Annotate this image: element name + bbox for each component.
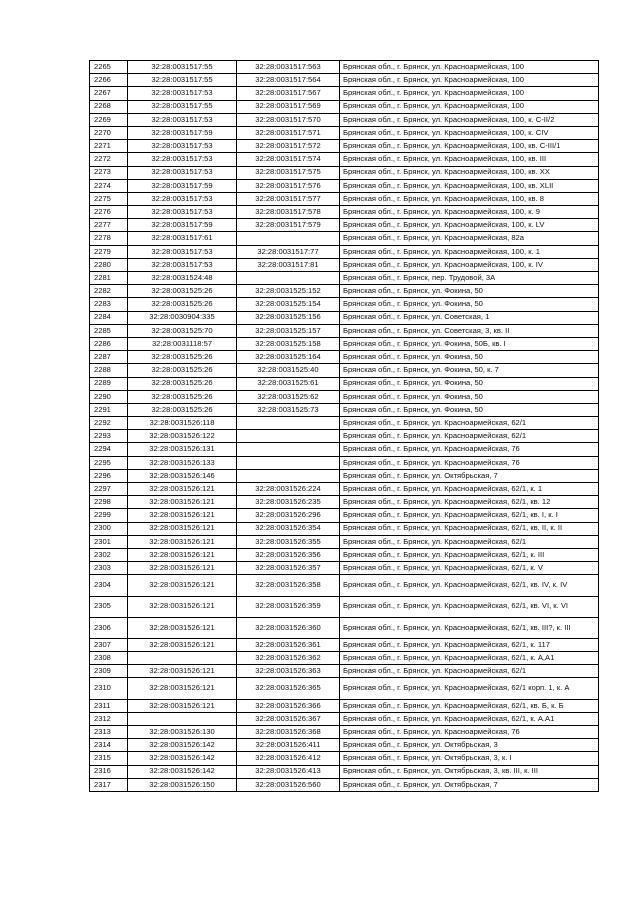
- row-number-cell: 2283: [90, 298, 128, 311]
- object-number-cell: 32:28:0031525:157: [237, 324, 340, 337]
- table-row: [90, 126, 599, 139]
- row-number-cell: 2291: [90, 403, 128, 416]
- address-cell: Брянская обл., г. Брянск, ул. Красноармейская, 62/1: [340, 665, 599, 678]
- table-row: [90, 364, 599, 377]
- address-cell: Брянская обл., г. Брянск, ул. Красноармейская, 62/1, к. А.А1: [340, 712, 599, 725]
- object-number-cell: 32:28:0031526:362: [237, 652, 340, 665]
- table-row: [90, 522, 599, 535]
- parcel-number-cell: 32:28:0031525:26: [128, 377, 237, 390]
- address-cell: Брянская обл., г. Брянск, ул. Красноармейская, 100, кв. 8: [340, 192, 599, 205]
- parcel-number-cell: 32:28:0031524:48: [128, 272, 237, 285]
- address-cell: Брянская обл., г. Брянск, ул. Октябрьская, 3: [340, 739, 599, 752]
- parcel-number-cell: 32:28:0030904:335: [128, 311, 237, 324]
- table-row: [90, 739, 599, 752]
- object-number-cell: 32:28:0031517:81: [237, 258, 340, 271]
- address-cell: Брянская обл., г. Брянск, ул. Красноармейская, 100, к. IV: [340, 258, 599, 271]
- object-number-cell: [237, 417, 340, 430]
- address-cell: Брянская обл., г. Брянск, ул. Фокина, 50: [340, 377, 599, 390]
- row-number-cell: 2294: [90, 443, 128, 456]
- object-number-cell: 32:28:0031517:576: [237, 179, 340, 192]
- address-cell: Брянская обл., г. Брянск, ул. Красноармейская, 62/1, к. III: [340, 548, 599, 561]
- table-row: [90, 430, 599, 443]
- parcel-number-cell: 32:28:0031517:53: [128, 140, 237, 153]
- address-cell: Брянская обл., г. Брянск, ул. Красноармейская, 100, к. С-II/2: [340, 113, 599, 126]
- parcel-number-cell: 32:28:0031526:121: [128, 678, 237, 699]
- row-number-cell: 2303: [90, 562, 128, 575]
- address-cell: Брянская обл., г. Брянск, ул. Красноармейская, 62/1, кв. III?, к. III: [340, 617, 599, 638]
- parcel-number-cell: 32:28:0031526:121: [128, 638, 237, 651]
- address-cell: Брянская обл., г. Брянск, ул. Красноармейская, 100: [340, 61, 599, 74]
- object-number-cell: 32:28:0031525:154: [237, 298, 340, 311]
- table-row: [90, 638, 599, 651]
- address-cell: Брянская обл., г. Брянск, ул. Фокина, 50Б, кв. I: [340, 337, 599, 350]
- parcel-table-body: [90, 61, 599, 792]
- row-number-cell: 2309: [90, 665, 128, 678]
- row-number-cell: 2301: [90, 535, 128, 548]
- row-number-cell: 2269: [90, 113, 128, 126]
- row-number-cell: 2302: [90, 548, 128, 561]
- object-number-cell: 32:28:0031525:158: [237, 337, 340, 350]
- address-cell: Брянская обл., г. Брянск, ул. Красноармейская, 62/1: [340, 417, 599, 430]
- parcel-number-cell: 32:28:0031526:121: [128, 548, 237, 561]
- row-number-cell: 2297: [90, 483, 128, 496]
- row-number-cell: 2314: [90, 739, 128, 752]
- parcel-number-cell: 32:28:0031526:121: [128, 496, 237, 509]
- row-number-cell: 2296: [90, 469, 128, 482]
- parcel-number-cell: 32:28:0031517:53: [128, 192, 237, 205]
- object-number-cell: 32:28:0031526:224: [237, 483, 340, 496]
- parcel-number-cell: 32:28:0031517:53: [128, 153, 237, 166]
- table-row: [90, 206, 599, 219]
- address-cell: Брянская обл., г. Брянск, ул. Октябрьская, 3, к. I: [340, 752, 599, 765]
- object-number-cell: 32:28:0031525:73: [237, 403, 340, 416]
- address-cell: Брянская обл., г. Брянск, ул. Фокина, 50: [340, 285, 599, 298]
- address-cell: Брянская обл., г. Брянск, ул. Красноармейская, 100: [340, 100, 599, 113]
- parcel-number-cell: 32:28:0031525:26: [128, 364, 237, 377]
- parcel-number-cell: 32:28:0031526:150: [128, 778, 237, 791]
- table-row: [90, 377, 599, 390]
- object-number-cell: 32:28:0031526:365: [237, 678, 340, 699]
- object-number-cell: 32:28:0031517:574: [237, 153, 340, 166]
- object-number-cell: 32:28:0031526:361: [237, 638, 340, 651]
- object-number-cell: 32:28:0031517:563: [237, 61, 340, 74]
- table-row: [90, 778, 599, 791]
- table-row: [90, 87, 599, 100]
- parcel-number-cell: 32:28:0031526:118: [128, 417, 237, 430]
- address-cell: Брянская обл., г. Брянск, ул. Красноармейская, 100, к. 1: [340, 245, 599, 258]
- row-number-cell: 2276: [90, 206, 128, 219]
- row-number-cell: 2310: [90, 678, 128, 699]
- table-row: [90, 100, 599, 113]
- parcel-number-cell: 32:28:0031526:142: [128, 752, 237, 765]
- row-number-cell: 2307: [90, 638, 128, 651]
- table-row: [90, 726, 599, 739]
- parcel-number-cell: 32:28:0031525:26: [128, 298, 237, 311]
- parcel-number-cell: 32:28:0031517:53: [128, 87, 237, 100]
- row-number-cell: 2293: [90, 430, 128, 443]
- object-number-cell: 32:28:0031526:235: [237, 496, 340, 509]
- parcel-number-cell: 32:28:0031526:142: [128, 739, 237, 752]
- row-number-cell: 2266: [90, 74, 128, 87]
- table-row: [90, 140, 599, 153]
- parcel-number-cell: 32:28:0031517:53: [128, 206, 237, 219]
- parcel-number-cell: 32:28:0031517:55: [128, 61, 237, 74]
- parcel-number-cell: 32:28:0031526:121: [128, 617, 237, 638]
- object-number-cell: 32:28:0031526:354: [237, 522, 340, 535]
- row-number-cell: 2275: [90, 192, 128, 205]
- address-cell: Брянская обл., г. Брянск, ул. Красноармейская, 62/1, кв. 12: [340, 496, 599, 509]
- row-number-cell: 2279: [90, 245, 128, 258]
- row-number-cell: 2306: [90, 617, 128, 638]
- table-row: [90, 403, 599, 416]
- parcel-number-cell: 32:28:0031525:26: [128, 390, 237, 403]
- table-row: [90, 496, 599, 509]
- object-number-cell: [237, 443, 340, 456]
- parcel-number-cell: [128, 712, 237, 725]
- address-cell: Брянская обл., г. Брянск, ул. Красноармейская, 62/1, кв. II, к. II: [340, 522, 599, 535]
- table-row: [90, 752, 599, 765]
- parcel-number-cell: 32:28:0031526:121: [128, 509, 237, 522]
- parcel-number-cell: 32:28:0031526:130: [128, 726, 237, 739]
- object-number-cell: [237, 469, 340, 482]
- object-number-cell: 32:28:0031526:360: [237, 617, 340, 638]
- table-row: [90, 575, 599, 596]
- table-row: [90, 678, 599, 699]
- row-number-cell: 2289: [90, 377, 128, 390]
- parcel-number-cell: 32:28:0031526:121: [128, 596, 237, 617]
- object-number-cell: 32:28:0031525:40: [237, 364, 340, 377]
- address-cell: Брянская обл., г. Брянск, ул. Красноармейская, 62/1, к. 1: [340, 483, 599, 496]
- object-number-cell: [237, 430, 340, 443]
- parcel-number-cell: 32:28:0031517:59: [128, 219, 237, 232]
- address-cell: Брянская обл., г. Брянск, ул. Красноармейская, 62/1, кв. I, к. I: [340, 509, 599, 522]
- row-number-cell: 2313: [90, 726, 128, 739]
- row-number-cell: 2305: [90, 596, 128, 617]
- table-row: [90, 548, 599, 561]
- address-cell: Брянская обл., г. Брянск, ул. Октябрьская, 7: [340, 469, 599, 482]
- parcel-number-cell: 32:28:0031517:59: [128, 179, 237, 192]
- row-number-cell: 2288: [90, 364, 128, 377]
- address-cell: Брянская обл., г. Брянск, ул. Красноармейская, 100: [340, 74, 599, 87]
- parcel-number-cell: 32:28:0031526:142: [128, 765, 237, 778]
- table-row: [90, 219, 599, 232]
- row-number-cell: 2277: [90, 219, 128, 232]
- object-number-cell: 32:28:0031517:564: [237, 74, 340, 87]
- object-number-cell: 32:28:0031526:366: [237, 699, 340, 712]
- parcel-number-cell: 32:28:0031525:26: [128, 403, 237, 416]
- row-number-cell: 2299: [90, 509, 128, 522]
- object-number-cell: 32:28:0031517:577: [237, 192, 340, 205]
- parcel-number-cell: 32:28:0031526:133: [128, 456, 237, 469]
- address-cell: Брянская обл., г. Брянск, ул. Красноармейская, 76: [340, 443, 599, 456]
- object-number-cell: 32:28:0031526:357: [237, 562, 340, 575]
- row-number-cell: 2300: [90, 522, 128, 535]
- object-number-cell: 32:28:0031526:356: [237, 548, 340, 561]
- row-number-cell: 2267: [90, 87, 128, 100]
- row-number-cell: 2284: [90, 311, 128, 324]
- address-cell: Брянская обл., г. Брянск, ул. Красноармейская, 100: [340, 87, 599, 100]
- object-number-cell: 32:28:0031526:363: [237, 665, 340, 678]
- table-row: [90, 245, 599, 258]
- object-number-cell: 32:28:0031526:560: [237, 778, 340, 791]
- table-row: [90, 617, 599, 638]
- row-number-cell: 2304: [90, 575, 128, 596]
- table-row: [90, 665, 599, 678]
- object-number-cell: 32:28:0031517:572: [237, 140, 340, 153]
- address-cell: Брянская обл., г. Брянск, ул. Фокина, 50: [340, 403, 599, 416]
- address-cell: Брянская обл., г. Брянск, ул. Красноармейская, 100, к. CIV: [340, 126, 599, 139]
- row-number-cell: 2290: [90, 390, 128, 403]
- table-row: [90, 166, 599, 179]
- table-row: [90, 652, 599, 665]
- object-number-cell: 32:28:0031526:367: [237, 712, 340, 725]
- table-row: [90, 113, 599, 126]
- address-cell: Брянская обл., г. Брянск, ул. Красноармейская, 62/1: [340, 535, 599, 548]
- object-number-cell: 32:28:0031526:413: [237, 765, 340, 778]
- object-number-cell: 32:28:0031525:156: [237, 311, 340, 324]
- address-cell: Брянская обл., г. Брянск, ул. Фокина, 50, к. 7: [340, 364, 599, 377]
- address-cell: Брянская обл., г. Брянск, ул. Красноармейская, 62/1, кв. IV, к. IV: [340, 575, 599, 596]
- row-number-cell: 2271: [90, 140, 128, 153]
- table-row: [90, 417, 599, 430]
- parcel-number-cell: 32:28:0031526:121: [128, 699, 237, 712]
- address-cell: Брянская обл., г. Брянск, ул. Красноармейская, 100, кв. XLII: [340, 179, 599, 192]
- table-row: [90, 272, 599, 285]
- table-row: [90, 153, 599, 166]
- table-row: [90, 443, 599, 456]
- object-number-cell: 32:28:0031517:571: [237, 126, 340, 139]
- table-row: [90, 337, 599, 350]
- parcel-number-cell: 32:28:0031517:55: [128, 100, 237, 113]
- table-row: [90, 469, 599, 482]
- row-number-cell: 2311: [90, 699, 128, 712]
- object-number-cell: [237, 456, 340, 469]
- row-number-cell: 2312: [90, 712, 128, 725]
- row-number-cell: 2316: [90, 765, 128, 778]
- row-number-cell: 2270: [90, 126, 128, 139]
- object-number-cell: [237, 232, 340, 245]
- row-number-cell: 2298: [90, 496, 128, 509]
- parcel-number-cell: 32:28:0031526:121: [128, 665, 237, 678]
- table-row: [90, 390, 599, 403]
- object-number-cell: 32:28:0031517:570: [237, 113, 340, 126]
- table-row: [90, 699, 599, 712]
- table-row: [90, 258, 599, 271]
- address-cell: Брянская обл., г. Брянск, ул. Красноармейская, 76: [340, 456, 599, 469]
- parcel-number-cell: 32:28:0031526:121: [128, 483, 237, 496]
- parcel-number-cell: 32:28:0031525:26: [128, 351, 237, 364]
- row-number-cell: 2274: [90, 179, 128, 192]
- address-cell: Брянская обл., г. Брянск, ул. Советская, 1: [340, 311, 599, 324]
- address-cell: Брянская обл., г. Брянск, ул. Фокина, 50: [340, 351, 599, 364]
- address-cell: Брянская обл., г. Брянск, ул. Красноармейская, 100, кв. С-III/1: [340, 140, 599, 153]
- object-number-cell: 32:28:0031526:358: [237, 575, 340, 596]
- table-row: [90, 179, 599, 192]
- parcel-number-cell: 32:28:0031118:57: [128, 337, 237, 350]
- table-row: [90, 298, 599, 311]
- table-row: [90, 535, 599, 548]
- object-number-cell: 32:28:0031525:164: [237, 351, 340, 364]
- parcel-number-cell: 32:28:0031517:53: [128, 166, 237, 179]
- row-number-cell: 2286: [90, 337, 128, 350]
- row-number-cell: 2315: [90, 752, 128, 765]
- row-number-cell: 2265: [90, 61, 128, 74]
- table-row: [90, 351, 599, 364]
- object-number-cell: 32:28:0031526:359: [237, 596, 340, 617]
- address-cell: Брянская обл., г. Брянск, ул. Фокина, 50: [340, 298, 599, 311]
- row-number-cell: 2273: [90, 166, 128, 179]
- object-number-cell: 32:28:0031526:296: [237, 509, 340, 522]
- parcel-number-cell: 32:28:0031525:26: [128, 285, 237, 298]
- row-number-cell: 2317: [90, 778, 128, 791]
- parcel-number-cell: 32:28:0031526:122: [128, 430, 237, 443]
- row-number-cell: 2308: [90, 652, 128, 665]
- object-number-cell: 32:28:0031526:368: [237, 726, 340, 739]
- row-number-cell: 2278: [90, 232, 128, 245]
- parcel-number-cell: 32:28:0031517:53: [128, 258, 237, 271]
- object-number-cell: 32:28:0031517:575: [237, 166, 340, 179]
- table-row: [90, 483, 599, 496]
- address-cell: Брянская обл., г. Брянск, ул. Красноармейская, 62/1, к. V: [340, 562, 599, 575]
- address-cell: Брянская обл., г. Брянск, ул. Красноармейская, 62/1: [340, 430, 599, 443]
- address-cell: Брянская обл., г. Брянск, ул. Красноармейская, 100, к. 9: [340, 206, 599, 219]
- object-number-cell: 32:28:0031517:569: [237, 100, 340, 113]
- address-cell: Брянская обл., г. Брянск, ул. Красноармейская, 100, к. LV: [340, 219, 599, 232]
- address-cell: Брянская обл., г. Брянск, ул. Красноармейская, 100, кв. III: [340, 153, 599, 166]
- address-cell: Брянская обл., г. Брянск, ул. Октябрьская, 7: [340, 778, 599, 791]
- row-number-cell: 2295: [90, 456, 128, 469]
- table-row: [90, 285, 599, 298]
- table-row: [90, 596, 599, 617]
- table-row: [90, 456, 599, 469]
- parcel-number-cell: 32:28:0031517:53: [128, 245, 237, 258]
- object-number-cell: 32:28:0031517:77: [237, 245, 340, 258]
- table-row: [90, 192, 599, 205]
- address-cell: Брянская обл., г. Брянск, ул. Октябрьская, 3, кв. III, к. III: [340, 765, 599, 778]
- object-number-cell: 32:28:0031526:412: [237, 752, 340, 765]
- object-number-cell: 32:28:0031517:567: [237, 87, 340, 100]
- row-number-cell: 2292: [90, 417, 128, 430]
- object-number-cell: [237, 272, 340, 285]
- parcel-number-cell: 32:28:0031517:61: [128, 232, 237, 245]
- row-number-cell: 2268: [90, 100, 128, 113]
- object-number-cell: 32:28:0031525:152: [237, 285, 340, 298]
- row-number-cell: 2285: [90, 324, 128, 337]
- parcel-number-cell: 32:28:0031525:70: [128, 324, 237, 337]
- table-row: [90, 74, 599, 87]
- address-cell: Брянская обл., г. Брянск, ул. Красноармейская, 62/1, к. 117: [340, 638, 599, 651]
- object-number-cell: 32:28:0031526:355: [237, 535, 340, 548]
- parcel-number-cell: 32:28:0031526:131: [128, 443, 237, 456]
- address-cell: Брянская обл., г. Брянск, ул. Красноармейская, 62/1, кв. VI, к. VI: [340, 596, 599, 617]
- address-cell: Брянская обл., г. Брянск, пер. Трудовой, 3А: [340, 272, 599, 285]
- row-number-cell: 2287: [90, 351, 128, 364]
- parcel-number-cell: 32:28:0031517:53: [128, 113, 237, 126]
- parcel-number-cell: [128, 652, 237, 665]
- table-row: [90, 324, 599, 337]
- parcel-table: [89, 60, 599, 792]
- parcel-number-cell: 32:28:0031526:146: [128, 469, 237, 482]
- row-number-cell: 2280: [90, 258, 128, 271]
- row-number-cell: 2281: [90, 272, 128, 285]
- table-row: [90, 232, 599, 245]
- table-row: [90, 61, 599, 74]
- table-row: [90, 562, 599, 575]
- address-cell: Брянская обл., г. Брянск, ул. Красноармейская, 76: [340, 726, 599, 739]
- object-number-cell: 32:28:0031525:61: [237, 377, 340, 390]
- object-number-cell: 32:28:0031517:579: [237, 219, 340, 232]
- object-number-cell: 32:28:0031525:62: [237, 390, 340, 403]
- table-row: [90, 509, 599, 522]
- address-cell: Брянская обл., г. Брянск, ул. Красноармейская, 100, кв. XX: [340, 166, 599, 179]
- address-cell: Брянская обл., г. Брянск, ул. Красноармейская, 82а: [340, 232, 599, 245]
- table-row: [90, 311, 599, 324]
- object-number-cell: 32:28:0031517:578: [237, 206, 340, 219]
- parcel-number-cell: 32:28:0031517:59: [128, 126, 237, 139]
- row-number-cell: 2282: [90, 285, 128, 298]
- parcel-number-cell: 32:28:0031526:121: [128, 575, 237, 596]
- table-row: [90, 765, 599, 778]
- address-cell: Брянская обл., г. Брянск, ул. Фокина, 50: [340, 390, 599, 403]
- parcel-number-cell: 32:28:0031526:121: [128, 535, 237, 548]
- table-row: [90, 712, 599, 725]
- parcel-number-cell: 32:28:0031526:121: [128, 562, 237, 575]
- row-number-cell: 2272: [90, 153, 128, 166]
- address-cell: Брянская обл., г. Брянск, ул. Советская, 3, кв. II: [340, 324, 599, 337]
- address-cell: Брянская обл., г. Брянск, ул. Красноармейская, 62/1, к. А,А1: [340, 652, 599, 665]
- address-cell: Брянская обл., г. Брянск, ул. Красноармейская, 62/1 корп. 1, к. А: [340, 678, 599, 699]
- parcel-number-cell: 32:28:0031517:55: [128, 74, 237, 87]
- address-cell: Брянская обл., г. Брянск, ул. Красноармейская, 62/1, кв. Б, к. Б: [340, 699, 599, 712]
- parcel-number-cell: 32:28:0031526:121: [128, 522, 237, 535]
- object-number-cell: 32:28:0031526:411: [237, 739, 340, 752]
